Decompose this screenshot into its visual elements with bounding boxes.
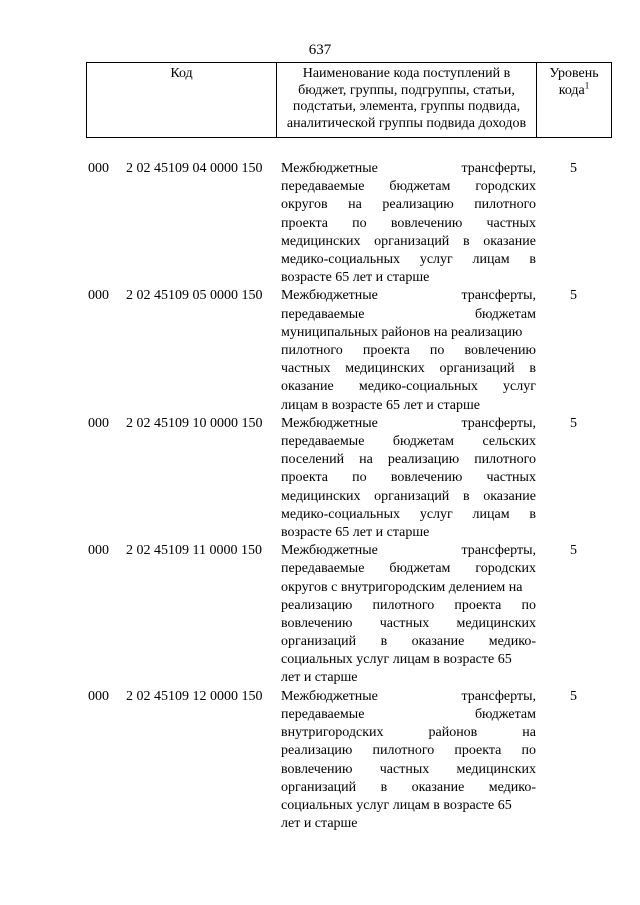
name-line — [281, 378, 536, 396]
header-level — [537, 63, 611, 137]
name-word: вовлечению — [390, 215, 463, 231]
name-word: трансферты, — [461, 161, 536, 176]
name-word: частных — [379, 615, 430, 631]
name-word: реализацию — [382, 197, 454, 213]
name-line — [281, 233, 536, 251]
name-word: на — [359, 452, 373, 468]
name-word: пилотного — [474, 197, 536, 213]
name-word: лицам в возрасте 65 лет и старше — [281, 397, 480, 413]
name-line — [281, 633, 536, 651]
name-word: Межбюджетные — [281, 288, 378, 304]
income-name — [281, 688, 536, 834]
name-word: по — [352, 470, 367, 486]
name-word: бюджетам — [392, 433, 454, 449]
footnote-marker: 1 — [584, 79, 590, 90]
name-word: реализацию — [281, 597, 353, 613]
name-word: услуг — [419, 251, 453, 267]
name-word: Межбюджетные — [281, 415, 378, 431]
name-word: реализацию — [387, 452, 460, 468]
name-line — [281, 651, 536, 669]
name-word: в — [380, 634, 388, 650]
name-word: реализацию — [281, 743, 353, 759]
name-line — [281, 524, 536, 542]
name-word: по — [352, 215, 367, 231]
table-header — [86, 62, 612, 138]
admin-code: 000 — [88, 543, 109, 559]
name-line — [281, 397, 536, 415]
name-word: бюджетам — [389, 561, 451, 577]
name-word: социальных услуг лицам в возрасте 65 — [281, 652, 512, 668]
header-name-line: подстатьи, элемента, группы подвида, — [292, 99, 521, 114]
name-line — [281, 215, 536, 233]
name-word: в — [380, 779, 388, 795]
name-word: внутригородских — [281, 725, 384, 741]
name-line — [281, 360, 536, 378]
name-word: пилотного — [372, 597, 435, 613]
name-line — [281, 579, 536, 597]
name-word: частных — [281, 361, 331, 377]
name-line — [281, 196, 536, 214]
name-word: медицинских — [456, 615, 536, 631]
table-row — [0, 160, 640, 287]
name-line — [281, 287, 536, 305]
name-word: передаваемые — [281, 306, 365, 322]
name-word: поселений — [281, 452, 345, 468]
code-level: 5 — [570, 543, 577, 559]
name-word: трансферты, — [461, 415, 536, 431]
name-word: медико-социальных — [358, 379, 478, 395]
name-word: трансферты, — [461, 688, 536, 704]
name-line — [281, 506, 536, 524]
name-word: лицам — [472, 506, 510, 522]
name-line — [281, 597, 536, 615]
header-level-line: Уровень — [549, 66, 599, 81]
name-word: передаваемые — [281, 179, 365, 195]
name-word: проекта — [454, 597, 502, 613]
name-word: организаций — [281, 634, 357, 650]
name-word: по — [429, 342, 445, 358]
name-word: медико-социальных — [281, 251, 401, 267]
name-line — [281, 688, 536, 706]
name-word: Межбюджетные — [281, 543, 378, 559]
admin-code: 000 — [88, 415, 109, 431]
name-word: округов — [281, 197, 328, 213]
name-line — [281, 797, 536, 815]
name-word: в — [529, 251, 536, 267]
name-line — [281, 342, 536, 360]
name-line — [281, 178, 536, 196]
name-line — [281, 415, 536, 433]
name-word: организаций — [439, 361, 515, 377]
name-word: в — [462, 488, 470, 504]
name-line — [281, 306, 536, 324]
name-word: лет и старше — [281, 670, 358, 686]
name-word: вовлечению — [281, 761, 353, 777]
name-word: медицинских — [345, 361, 425, 377]
name-line — [281, 451, 536, 469]
income-name — [281, 160, 536, 287]
name-word: частных — [486, 470, 536, 486]
name-word: организаций — [374, 488, 450, 504]
name-word: проекта — [281, 470, 328, 486]
name-word: медицинских — [456, 761, 536, 777]
code-level: 5 — [570, 688, 577, 704]
name-line — [281, 815, 536, 833]
name-word: передаваемые — [281, 433, 365, 449]
table-row — [0, 542, 640, 688]
name-word: возрасте 65 лет и старше — [281, 270, 430, 286]
name-word: вовлечению — [390, 470, 463, 486]
name-line — [281, 269, 536, 287]
admin-code: 000 — [88, 688, 109, 704]
name-word: городских — [475, 561, 536, 577]
name-word: медико-социальных — [281, 506, 401, 522]
name-word: бюджетам — [389, 179, 451, 195]
name-word: в — [462, 233, 470, 249]
name-line — [281, 488, 536, 506]
name-word: медико- — [488, 634, 536, 650]
name-word: организаций — [281, 779, 357, 795]
name-word: вовлечению — [281, 615, 353, 631]
name-word: организаций — [374, 233, 450, 249]
name-word: передаваемые — [281, 706, 365, 722]
name-word: в — [529, 506, 536, 522]
name-word: оказание — [483, 488, 536, 504]
name-word: Межбюджетные — [281, 688, 378, 704]
name-word: оказание — [411, 779, 465, 795]
name-word: оказание — [411, 634, 465, 650]
name-word: социальных услуг лицам в возрасте 65 — [281, 797, 512, 813]
admin-code: 000 — [88, 288, 109, 304]
name-word: районов — [428, 725, 478, 741]
name-line — [281, 160, 536, 178]
name-word: по — [521, 597, 536, 613]
name-word: оказание — [281, 379, 334, 395]
header-name-line: бюджет, группы, подгруппы, статьи, — [298, 82, 515, 98]
name-line — [281, 761, 536, 779]
name-word: сельских — [482, 433, 536, 449]
code-level: 5 — [570, 161, 577, 176]
name-word: Межбюджетные — [281, 161, 378, 176]
income-name — [281, 542, 536, 688]
name-word: передаваемые — [281, 561, 365, 577]
header-name-line: Наименование кода поступлений в — [302, 66, 511, 81]
name-word: пилотного — [281, 342, 343, 358]
name-word: трансферты, — [461, 543, 536, 559]
income-code: 2 02 45109 05 0000 150 — [126, 288, 263, 304]
header-name — [277, 63, 537, 137]
name-line — [281, 560, 536, 578]
income-name — [281, 415, 536, 542]
income-code: 2 02 45109 04 0000 150 — [126, 161, 263, 176]
name-line — [281, 669, 536, 687]
name-line — [281, 615, 536, 633]
income-code: 2 02 45109 10 0000 150 — [126, 415, 263, 431]
name-word: услуг — [503, 379, 536, 395]
name-word: на — [348, 197, 362, 213]
name-word: лицам — [472, 251, 510, 267]
income-code: 2 02 45109 12 0000 150 — [126, 688, 263, 704]
code-level: 5 — [570, 415, 577, 431]
name-word: пилотного — [474, 452, 536, 468]
name-word: округов с внутригородским делением на — [281, 579, 523, 595]
name-line — [281, 706, 536, 724]
name-word: услуг — [419, 506, 453, 522]
name-line — [281, 433, 536, 451]
name-word: проекта — [362, 342, 410, 358]
name-word: лет и старше — [281, 816, 358, 832]
name-line — [281, 251, 536, 269]
table-row — [0, 688, 640, 834]
name-line — [281, 542, 536, 560]
page-number: 637 — [308, 42, 332, 58]
header-code: Код — [87, 63, 277, 137]
code-level: 5 — [570, 288, 577, 304]
name-word: по — [521, 743, 536, 759]
table-row — [0, 415, 640, 542]
name-word: частных — [486, 215, 536, 231]
name-line — [281, 742, 536, 760]
table-row — [0, 287, 640, 414]
name-word: вовлечению — [464, 342, 536, 358]
name-line — [281, 469, 536, 487]
name-word: трансферты, — [461, 288, 536, 304]
name-line — [281, 779, 536, 797]
header-name-line: аналитической группы подвида доходов — [286, 115, 527, 131]
name-word: проекта — [281, 215, 328, 231]
name-word: бюджетам — [474, 306, 536, 322]
name-word: на — [522, 725, 536, 741]
income-name — [281, 287, 536, 414]
name-word: оказание — [483, 233, 536, 249]
name-word: городских — [475, 179, 536, 195]
name-word: пилотного — [372, 743, 435, 759]
name-word: частных — [379, 761, 430, 777]
name-word: муниципальных районов на реализацию — [281, 324, 523, 340]
table-body — [0, 160, 640, 833]
name-word: бюджетам — [474, 706, 536, 722]
header-level-line: кода — [558, 82, 585, 98]
name-line — [281, 724, 536, 742]
name-word: медицинских — [281, 233, 361, 249]
name-word: медико- — [488, 779, 536, 795]
income-code: 2 02 45109 11 0000 150 — [126, 543, 262, 559]
name-word: проекта — [454, 743, 502, 759]
name-word: возрасте 65 лет и старше — [281, 524, 430, 540]
name-word: в — [529, 361, 536, 377]
name-word: медицинских — [281, 488, 361, 504]
name-line — [281, 324, 536, 342]
admin-code: 000 — [88, 161, 109, 176]
